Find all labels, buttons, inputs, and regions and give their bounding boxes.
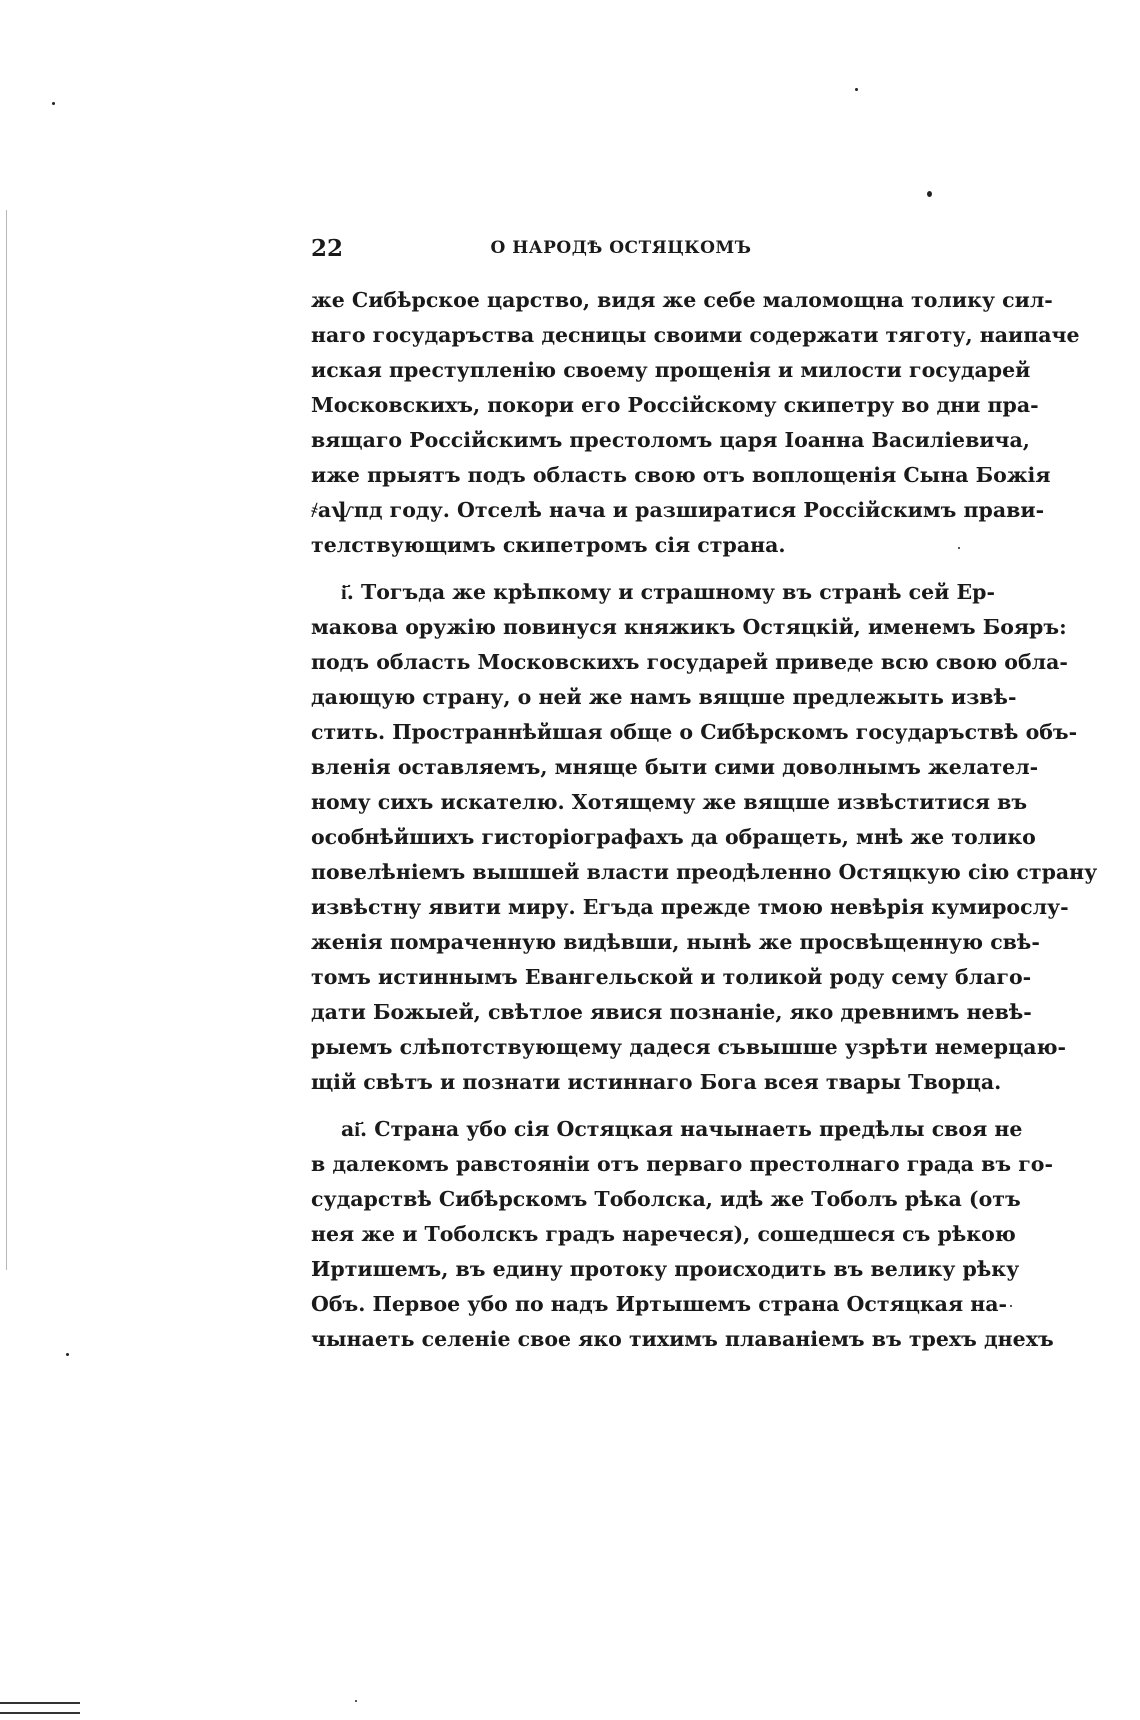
text-line: чынаеть селеніе свое яко тихимъ плаваніемъ въ трехъ днехъ [311, 1327, 1054, 1351]
text-line: же Сибѣрское царство, видя же себе маломощна толику сил- [311, 288, 1053, 312]
text-line: ҂аѱпд году. Отселѣ нача и разширатися Россійскимъ прави- [311, 498, 1045, 522]
page-header [311, 235, 931, 265]
text-line: дающую страну, о ней же намъ вящше предлежыть извѣ- [311, 685, 1017, 709]
text-line: иже прыятъ подъ область свою отъ воплощенія Сына Божія [311, 463, 1051, 487]
scan-edge-line [6, 210, 7, 1270]
text-line: подъ область Московскихъ государей приведе всю свою обла- [311, 650, 1068, 674]
text-line: женія помраченную видѣвши, нынѣ же просвѣщенную свѣ- [311, 930, 1040, 954]
text-line: Иртишемъ, въ едину протоку происходить въ велику рѣку [311, 1257, 1020, 1281]
text-line: Московскихъ, покори его Россійскому скипетру во дни пра- [311, 393, 1039, 417]
text-line: телствующимъ скипетромъ сія страна. [311, 533, 786, 557]
text-line: і҃. Тогъда же крѣпкому и страшному въ странѣ сей Ер- [341, 580, 995, 604]
scan-speck [66, 1353, 69, 1356]
text-line: извѣстну явити миру. Егъда прежде тмою невѣрія кумирослу- [311, 895, 1069, 919]
text-line: томъ истиннымъ Евангельской и толикой роду сему благо- [311, 965, 1032, 989]
body-text [311, 283, 1098, 1357]
text-line: особнѣйшихъ гисторіографахъ да обращеть, мнѣ же толико [311, 825, 1036, 849]
text-line: в далекомъ равстояніи отъ перваго престолнаго града въ го- [311, 1152, 1053, 1176]
text-line: нея же и Тоболскъ градъ наречеся), сошедшеся съ рѣкою [311, 1222, 1016, 1246]
scan-speck [1010, 1305, 1012, 1307]
scan-edge-mark [0, 1702, 80, 1714]
text-line: наго государъства десницы своими содержати тяготу, наипаче [311, 323, 1080, 347]
text-line: дати Божыей, свѣтлое явися познаніе, яко древнимъ невѣ- [311, 1000, 1032, 1024]
scan-speck [855, 88, 858, 91]
scan-speck [52, 102, 55, 105]
text-line: рыемъ слѣпотствующему дадеся съвышше узрѣти немерцаю- [311, 1035, 1067, 1059]
scan-speck [958, 547, 960, 549]
paragraph [311, 1112, 1054, 1357]
text-line: аі҃. Страна убо сія Остяцкая начынаеть предѣлы своя не [341, 1117, 1023, 1141]
text-line: ному сихъ искателю. Хотящему же вящше извѣститися въ [311, 790, 1028, 814]
text-line: повелѣніемъ вышшей власти преодѣленно Остяцкую сію страну [311, 860, 1098, 884]
paragraph [311, 283, 1080, 563]
text-line: щій свѣтъ и познати истиннаго Бога всея твары Творца. [311, 1070, 1002, 1094]
text-line: искaя преступленію своему прощенія и милости государей [311, 358, 1031, 382]
text-line: стить. Пространнѣйшая обще о Сибѣрскомъ государъствѣ объ- [311, 720, 1078, 744]
text-line: Объ. Первое убо по надъ Иртышемъ страна Остяцкая на- [311, 1292, 1008, 1316]
scan-speck [927, 191, 932, 197]
text-line: макова оружію повинуся княжикъ Остяцкій, именемъ Бояръ: [311, 615, 1067, 639]
scan-speck [355, 1700, 357, 1702]
paragraph [311, 575, 1098, 1100]
page-number: 22 [311, 235, 344, 262]
text-line: сударствѣ Сибѣрскомъ Тоболска, идѣ же Тоболъ рѣка (отъ [311, 1187, 1021, 1211]
running-title: О НАРОДѢ ОСТЯЦКОМЪ [490, 238, 752, 258]
text-line: вленія оставляемъ, мняще быти сими доволнымъ желател- [311, 755, 1039, 779]
text-line: вящаго Россійскимъ престоломъ царя Іоанна Василіевича, [311, 428, 1030, 452]
